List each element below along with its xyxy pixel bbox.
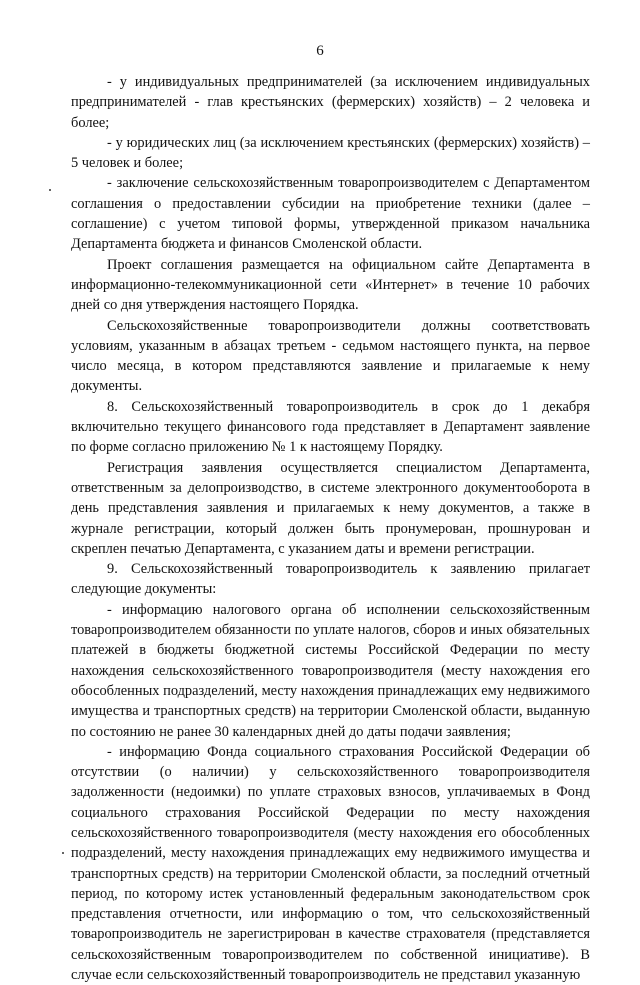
scan-speck bbox=[49, 189, 51, 191]
scan-speck bbox=[62, 852, 64, 854]
paragraph-agreement: - заключение сельскохозяйственным товаропроизводителем с Департаментом соглашения о предоставлении субсидии на приобретение техники (далее – соглашение) с учетом типовой формы, утвержденной приказом начальника Департамента бюджета и финансов Смоленской области. bbox=[71, 175, 590, 253]
paragraph-item-9: 9. Сельскохозяйственный товаропроизводитель к заявлению прилагает следующие документы: bbox=[71, 561, 590, 598]
paragraph-entrepreneurs: - у индивидуальных предпринимателей (за исключением индивидуальных предпринимателей - глав крестьянских (фермерских) хозяйств) – 2 человека и более; bbox=[71, 74, 590, 131]
paragraph-social-fund-info: - информацию Фонда социального страхования Российской Федерации об отсутствии (о наличии) у сельскохозяйственного товаропроизводителя задолженности (недоимки) по уплате страховых взносов, уплачиваемых в Фонд социального страхования Российской Федерации по месту нахождения сельскохозяйственного товаропроизводителя (месту нахождения его обособленных подразделений, месту нахождения принадлежащих ему недвижимого имущества и транспортных средств) на территории Смоленской области, за последний отчетный период, по которому истек установленный федеральным законодательством срок представления отчетности, или информацию о том, что сельскохозяйственный товаропроизводитель не зарегистрирован в качестве страхователя (представляется сельскохозяйственным товаропроизводителем по собственной инициативе). В случае если сельскохозяйственный товаропроизводитель не представил указанную bbox=[71, 743, 590, 984]
paragraph-item-8: 8. Сельскохозяйственный товаропроизводитель в срок до 1 декабря включительно текущего финансового года представляет в Департамент заявление по форме согласно приложению № 1 к настоящему Порядку. bbox=[71, 398, 590, 456]
paragraph-registration: Регистрация заявления осуществляется специалистом Департамента, ответственным за делопроизводство, в системе электронного документооборота в день представления заявления и прилагаемых к нему документов, а также в журнале регистрации, который должен быть пронумерован, прошнурован и скреплен печатью Департамента, с указанием даты и времени регистрации. bbox=[71, 459, 590, 557]
paragraph-tax-info: - информацию налогового органа об исполнении сельскохозяйственным товаропроизводителем обязанности по уплате налогов, сборов и иных обязательных платежей в бюджеты бюджетной системы Российской Федерации по месту нахождения сельскохозяйственного товаропроизводителя (месту нахождения его обособленных подразделений, месту нахождения принадлежащих ему недвижимого имущества и транспортных средств) на территории Смоленской области, выданную по состоянию не ранее 30 календарных дней до даты подачи заявления; bbox=[71, 601, 590, 740]
paragraph-producer-conditions: Сельскохозяйственные товаропроизводители должны соответствовать условиям, указанным в абзацах третьем - седьмом настоящего пункта, на первое число месяца, в котором представляются заявление и прилагаемые к нему документы. bbox=[71, 317, 590, 395]
page-number: 6 bbox=[316, 43, 324, 59]
paragraph-legal-entities: - у юридических лиц (за исключением крестьянских (фермерских) хозяйств) – 5 человек и более; bbox=[71, 134, 590, 172]
page-body bbox=[71, 72, 590, 985]
paragraph-draft-agreement: Проект соглашения размещается на официальном сайте Департамента в информационно-телекоммуникационной сети «Интернет» в течение 10 рабочих дней со дня утверждения настоящего Порядка. bbox=[71, 256, 590, 314]
